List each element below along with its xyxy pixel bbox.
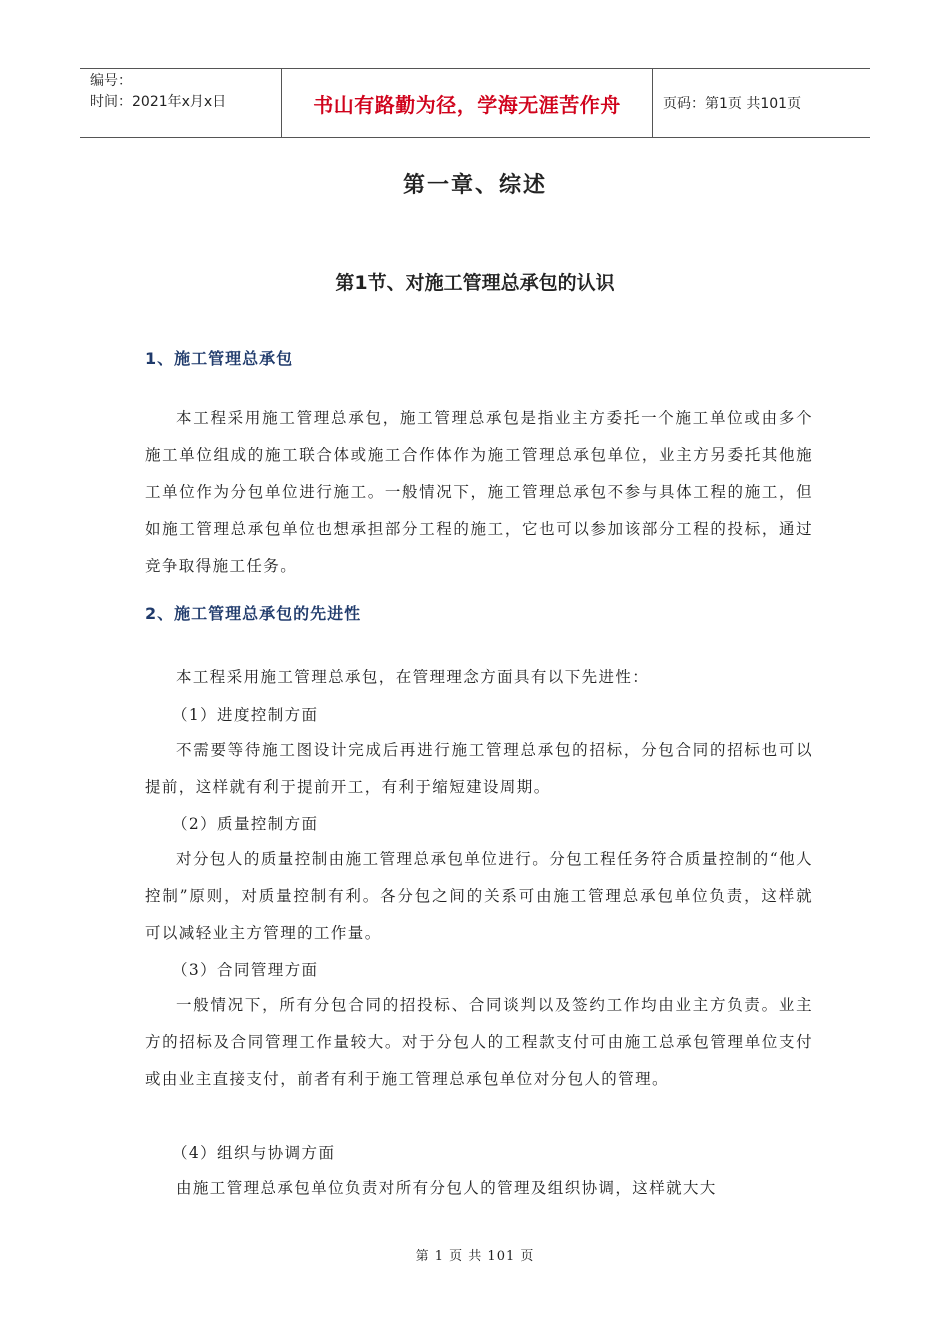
date-label: 时间：2021年x月x日 (90, 94, 227, 110)
number-label: 编号： (90, 73, 132, 89)
paragraph-4: 对分包人的质量控制由施工管理总承包单位进行。分包工程任务符合质量控制的“他人控制”原则，对质量控制有利。各分包之间的关系可由施工管理总承包单位负责，这样就可以减轻业主方管理的工作量。 (145, 850, 813, 942)
heading-1: 1、施工管理总承包 (145, 349, 294, 368)
paragraph-6: 由施工管理总承包单位负责对所有分包人的管理及组织协调，这样就大大 (176, 1179, 717, 1197)
paragraph-1: 本工程采用施工管理总承包，施工管理总承包是指业主方委托一个施工单位或由多个施工单位组成的施工联合体或施工合作体作为施工管理总承包单位，业主方另委托其他施工单位作为分包单位进行施工。一般情况下，施工管理总承包不参与具体工程的施工，但如施工管理总承包单位也想承担部分工程的施工，它也可以参加该部分工程的投标，通过竞争取得施工任务。 (145, 409, 813, 575)
subheading-1: （1）进度控制方面 (172, 706, 319, 724)
paragraph-5: 一般情况下，所有分包合同的招投标、合同谈判以及签约工作均由业主方负责。业主方的招标及合同管理工作量较大。对于分包人的工程款支付可由施工总承包管理单位支付或由业主直接支付，前者有利于施工管理总承包单位对分包人的管理。 (145, 996, 813, 1088)
subheading-3: （3）合同管理方面 (172, 961, 319, 979)
header-motto: 书山有路勤为径，学海无涯苦作舟 (281, 69, 653, 137)
header-page-info: 页码：第1页 共101页 (663, 96, 802, 112)
paragraph-3: 不需要等待施工图设计完成后再进行施工管理总承包的招标，分包合同的招标也可以提前，这样就有利于提前开工，有利于缩短建设周期。 (145, 741, 813, 796)
chapter-title: 第一章、综述 (402, 173, 547, 198)
paragraph-2: 本工程采用施工管理总承包，在管理理念方面具有以下先进性： (176, 668, 650, 686)
header-meta (80, 69, 281, 137)
subheading-4: （4）组织与协调方面 (172, 1144, 336, 1162)
page-footer: 第 1 页 共 101 页 (415, 1249, 535, 1264)
header-table (80, 68, 870, 138)
section-title: 第1节、对施工管理总承包的认识 (335, 272, 615, 294)
subheading-2: （2）质量控制方面 (172, 815, 319, 833)
heading-2: 2、施工管理总承包的先进性 (145, 604, 362, 623)
